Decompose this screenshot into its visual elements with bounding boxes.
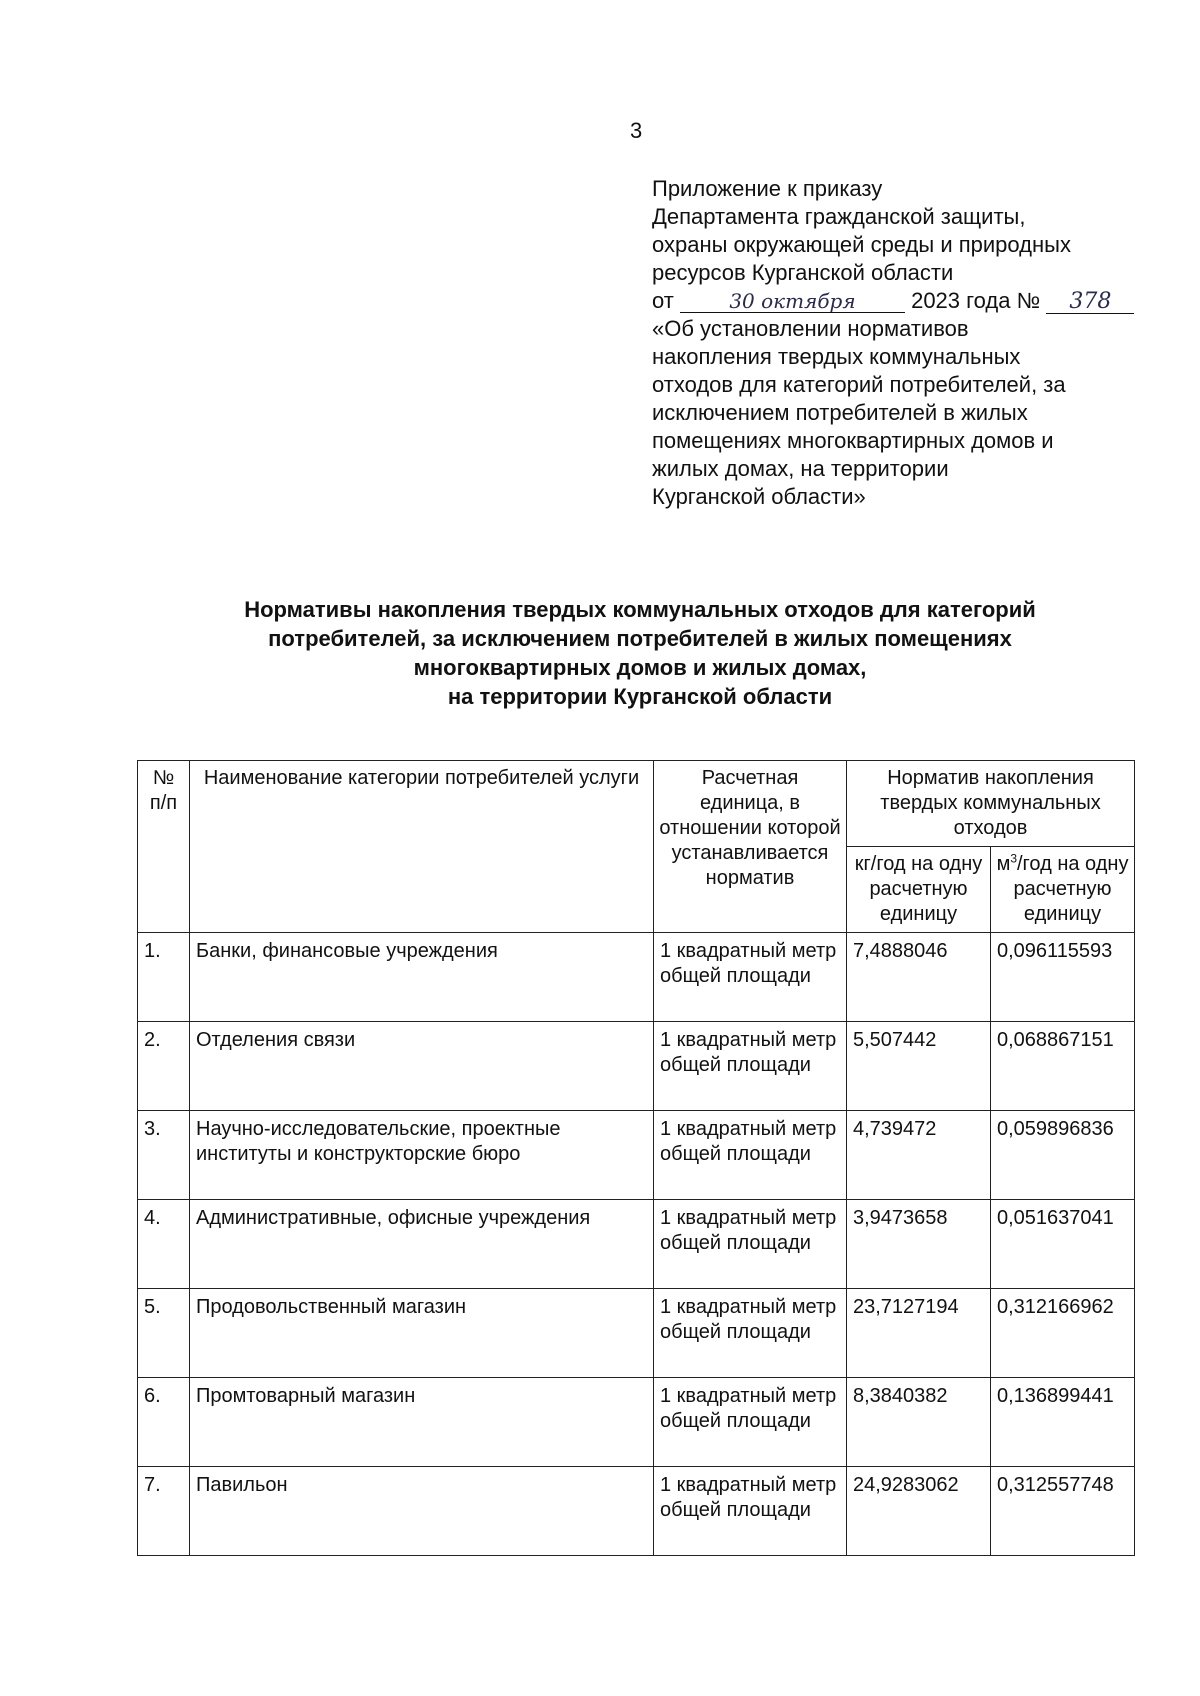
row-unit: 1 квадратный метр общей площади [654, 1022, 847, 1111]
title-line: потребителей, за исключением потребителей в жилых помещениях [268, 626, 1012, 651]
header-m3 [991, 847, 1135, 933]
order-title-line: жилых домах, на территории [652, 456, 949, 481]
header-row [138, 761, 1135, 847]
table-row [138, 1111, 1135, 1200]
header-m3-prefix: м [996, 853, 1011, 875]
header-unit: Расчетная единица, в отношении которой устанавливается норматив [654, 761, 847, 933]
table-row [138, 1378, 1135, 1467]
row-num: 6. [138, 1378, 190, 1467]
table-row [138, 1467, 1135, 1556]
order-date-handwritten: 30 октября [680, 290, 905, 313]
row-num: 7. [138, 1467, 190, 1556]
row-name: Продовольственный магазин [190, 1289, 654, 1378]
header-m3-sup: 3 [1010, 851, 1017, 866]
order-year-text: 2023 года № [911, 288, 1041, 313]
header-norm-group: Норматив накопления твердых коммунальных отходов [847, 761, 1135, 847]
row-kg: 3,9473658 [847, 1200, 991, 1289]
appendix-block [652, 175, 1122, 511]
row-m3: 0,051637041 [991, 1200, 1135, 1289]
row-m3: 0,096115593 [991, 933, 1135, 1022]
page-number: 3 [630, 118, 643, 143]
table-row [138, 933, 1135, 1022]
row-num: 5. [138, 1289, 190, 1378]
appendix-line: Приложение к приказу [652, 176, 883, 201]
appendix-line: Департамента гражданской защиты, [652, 204, 1026, 229]
appendix-line: охраны окружающей среды и природных [652, 232, 1071, 257]
row-num: 2. [138, 1022, 190, 1111]
norms-table [137, 760, 1135, 1556]
row-name: Банки, финансовые учреждения [190, 933, 654, 1022]
appendix-line: ресурсов Курганской области [652, 260, 954, 285]
title-line: многоквартирных домов и жилых домах, [413, 655, 867, 680]
row-unit: 1 квадратный метр общей площади [654, 1289, 847, 1378]
order-prefix: от [652, 288, 674, 313]
row-name: Промтоварный магазин [190, 1378, 654, 1467]
row-unit: 1 квадратный метр общей площади [654, 1111, 847, 1200]
row-name: Административные, офисные учреждения [190, 1200, 654, 1289]
order-title-line: накопления твердых коммунальных [652, 344, 1021, 369]
title-line: Нормативы накопления твердых коммунальных отходов для категорий [244, 597, 1036, 622]
header-kg: кг/год на одну расчетную единицу [847, 847, 991, 933]
row-kg: 5,507442 [847, 1022, 991, 1111]
row-num: 3. [138, 1111, 190, 1200]
row-kg: 24,9283062 [847, 1467, 991, 1556]
order-title-line: Курганской области» [652, 484, 866, 509]
order-title-line: отходов для категорий потребителей, за [652, 372, 1066, 397]
table-row [138, 1200, 1135, 1289]
row-unit: 1 квадратный метр общей площади [654, 1378, 847, 1467]
row-name: Отделения связи [190, 1022, 654, 1111]
row-kg: 4,739472 [847, 1111, 991, 1200]
order-title-line: «Об установлении нормативов [652, 316, 969, 341]
row-num: 4. [138, 1200, 190, 1289]
row-unit: 1 квадратный метр общей площади [654, 1200, 847, 1289]
order-title-line: помещениях многоквартирных домов и [652, 428, 1054, 453]
order-title-line: исключением потребителей в жилых [652, 400, 1028, 425]
row-unit: 1 квадратный метр общей площади [654, 1467, 847, 1556]
row-m3: 0,059896836 [991, 1111, 1135, 1200]
row-num: 1. [138, 933, 190, 1022]
row-name: Научно-исследовательские, проектные институты и конструкторские бюро [190, 1111, 654, 1200]
row-name: Павильон [190, 1467, 654, 1556]
table-row [138, 1022, 1135, 1111]
title-line: на территории Курганской области [447, 684, 833, 709]
table-row [138, 1289, 1135, 1378]
row-kg: 8,3840382 [847, 1378, 991, 1467]
order-number-handwritten: 378 [1046, 291, 1134, 314]
header-num: № п/п [138, 761, 190, 933]
row-m3: 0,136899441 [991, 1378, 1135, 1467]
row-m3: 0,312557748 [991, 1467, 1135, 1556]
row-unit: 1 квадратный метр общей площади [654, 933, 847, 1022]
row-m3: 0,068867151 [991, 1022, 1135, 1111]
order-date-line [652, 287, 1122, 315]
document-title [140, 595, 1140, 711]
header-m3-rest: /год на одну расчетную единицу [1013, 853, 1129, 925]
row-kg: 7,4888046 [847, 933, 991, 1022]
header-name: Наименование категории потребителей услуги [190, 761, 654, 933]
row-kg: 23,7127194 [847, 1289, 991, 1378]
row-m3: 0,312166962 [991, 1289, 1135, 1378]
